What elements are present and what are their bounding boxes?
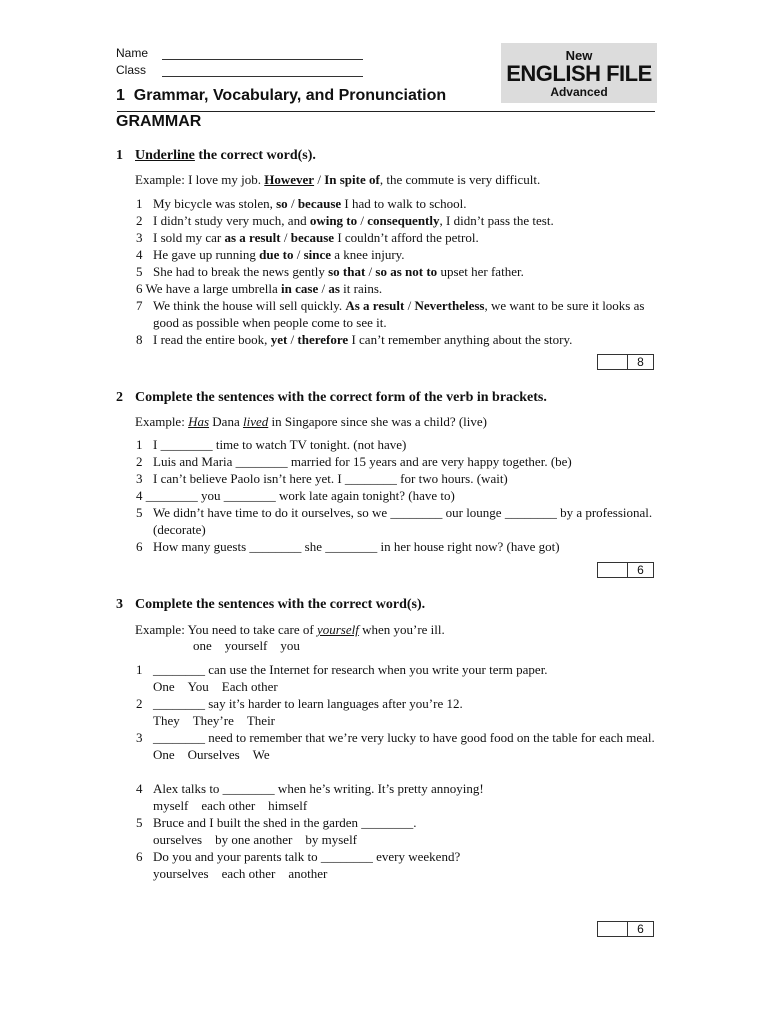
q1-item (136, 263, 656, 280)
class-label: Class (116, 63, 147, 77)
item-text (153, 331, 656, 348)
q1-item (136, 331, 656, 348)
word-option: one (193, 638, 212, 653)
word-options (153, 831, 656, 848)
answer-option[interactable]: As a result (345, 298, 405, 313)
q1-score: 8 (637, 355, 644, 369)
q1-item (136, 195, 656, 212)
word-options (153, 712, 656, 729)
q3-number: 3 (116, 597, 123, 612)
item-number: 2 (136, 454, 143, 469)
word-option[interactable]: another (288, 866, 328, 881)
answer-option[interactable]: as a result (224, 230, 281, 245)
item-text-part: , we want to be sure it looks as good as possible when people come to see it. (153, 298, 645, 330)
example-answer-2: lived (242, 414, 269, 429)
item-text-part: / (318, 281, 329, 296)
q1-score-box[interactable] (597, 354, 654, 370)
item-number: 5 (136, 815, 143, 830)
answer-option[interactable]: therefore (297, 332, 349, 347)
item-number: 1 (136, 662, 143, 677)
item-text: Do you and your parents talk to ________ every weekend? (153, 849, 461, 864)
item-text-part: I didn’t study very much, and (153, 213, 310, 228)
q2-item (136, 453, 656, 470)
item-text: ________ can use the Internet for research when you write your term paper. (153, 662, 548, 677)
q2-item (136, 436, 656, 453)
item-number: 4 (136, 781, 143, 796)
answer-option[interactable]: because (297, 196, 342, 211)
word-options (153, 797, 656, 814)
example-answer: However (264, 172, 315, 187)
word-option[interactable]: by myself (305, 832, 358, 847)
q1-item (136, 280, 656, 297)
item-text-part: it rains. (339, 281, 383, 296)
q2-title: Complete the sentences with the correct form of the verb in brackets. (135, 390, 547, 405)
q1-example (135, 171, 540, 188)
word-option[interactable]: Their (246, 713, 276, 728)
item-text (136, 280, 656, 297)
answer-option[interactable]: in case (281, 281, 319, 296)
q3-item (136, 695, 656, 729)
example-text-end: , the commute is very difficult. (379, 172, 541, 187)
item-text-part: / (287, 196, 298, 211)
word-option[interactable]: They’re (192, 713, 234, 728)
word-option[interactable]: myself (153, 798, 189, 813)
item-number: 1 (136, 437, 143, 452)
example-label: Example: (135, 172, 189, 187)
answer-option[interactable]: Nevertheless (414, 298, 485, 313)
name-label: Name (116, 46, 149, 60)
item-text-part: I can’t remember anything about the story. (348, 332, 573, 347)
item-text: ________ say it’s harder to learn languages after you’re 12. (153, 696, 463, 711)
q3-item (136, 848, 656, 882)
word-option[interactable]: We (252, 747, 270, 762)
word-option[interactable]: One (153, 747, 175, 762)
item-number: 7 (136, 298, 143, 313)
item-text: Bruce and I built the shed in the garden ________. (153, 815, 417, 830)
example-text-end: in Singapore since she was a child? (live) (268, 414, 487, 429)
word-options (153, 746, 656, 763)
item-number: 5 (136, 264, 143, 279)
logo-line-title: ENGLISH FILE (506, 61, 652, 86)
item-number: 2 (136, 213, 143, 228)
item-text-part: I couldn’t afford the petrol. (334, 230, 479, 245)
item-text (153, 195, 656, 212)
q3-item (136, 729, 656, 763)
item-text-part: She had to break the news gently (153, 264, 329, 279)
example-text: Dana (209, 414, 243, 429)
q2-heading (116, 390, 547, 406)
word-option[interactable]: You (187, 679, 209, 694)
word-option: yourself (224, 638, 268, 653)
item-text (153, 229, 656, 246)
item-text-part: / (287, 332, 298, 347)
item-text-part: / (293, 247, 304, 262)
item-text-part: / (365, 264, 376, 279)
example-separator: / (314, 172, 325, 187)
q2-number: 2 (116, 390, 123, 405)
word-options (153, 678, 656, 695)
item-number: 6 (136, 539, 143, 554)
item-text (153, 212, 656, 229)
word-option[interactable]: They (153, 713, 180, 728)
item-number: 2 (136, 696, 143, 711)
logo-line-new: New (565, 48, 593, 63)
answer-option[interactable]: due to (259, 247, 294, 262)
example-option: In spite of (324, 172, 380, 187)
item-text: How many guests ________ she ________ in her house right now? (have got) (153, 539, 560, 554)
q3-item (136, 814, 656, 848)
q3-example-options (193, 638, 313, 654)
q1-title-rest: the correct word(s). (194, 148, 316, 163)
q2-item (136, 487, 656, 504)
word-option[interactable]: each other (201, 798, 256, 813)
item-text: 4 ________ you ________ work late again tonight? (have to) (136, 488, 455, 503)
word-option[interactable]: each other (221, 866, 276, 881)
answer-option[interactable]: as (328, 281, 340, 296)
item-text-part: My bicycle was stolen, (153, 196, 277, 211)
q3-item (136, 661, 656, 695)
answer-option[interactable]: yet (270, 332, 288, 347)
item-number: 3 (136, 230, 143, 245)
word-option[interactable]: ourselves (153, 832, 203, 847)
q1-item (136, 212, 656, 229)
q1-title-underlined: Underline (135, 148, 195, 163)
example-answer: yourself (316, 622, 359, 637)
q3-heading (116, 597, 425, 613)
item-text-part: 6 We have a large umbrella (136, 281, 282, 296)
item-text: ________ need to remember that we’re very lucky to have good food on the table for each meal. (153, 730, 655, 745)
answer-option[interactable]: consequently (367, 213, 440, 228)
item-number: 1 (136, 196, 143, 211)
q1-item (136, 297, 656, 331)
q3-example (135, 621, 445, 638)
q2-item (136, 504, 656, 538)
word-option[interactable]: by one another (215, 832, 293, 847)
item-text: We didn’t have time to do it ourselves, so we ________ our lounge ________ by a professional. (decorate) (153, 505, 653, 537)
word-option[interactable]: himself (268, 798, 308, 813)
logo-line-level: Advanced (550, 85, 608, 99)
word-option[interactable]: One (153, 679, 175, 694)
item-number: 5 (136, 505, 143, 520)
q3-title: Complete the sentences with the correct word(s). (135, 597, 426, 612)
item-number: 3 (136, 471, 143, 486)
item-text-part: upset her father. (437, 264, 524, 279)
q3-item (136, 780, 656, 814)
item-text (153, 297, 656, 331)
answer-option[interactable]: owing to (309, 213, 358, 228)
example-text-end: when you’re ill. (358, 622, 445, 637)
title-rule (117, 111, 655, 112)
word-option[interactable]: Ourselves (187, 747, 240, 762)
example-label: Example: (135, 622, 188, 637)
q3-score: 6 (637, 922, 644, 936)
item-text-part: / (280, 230, 291, 245)
example-label: Example: (135, 414, 189, 429)
item-text: Luis and Maria ________ married for 15 years and are very happy together. (be) (153, 454, 572, 469)
item-number: 3 (136, 730, 143, 745)
q2-score-box[interactable] (597, 562, 654, 578)
item-text-part: I sold my car (153, 230, 225, 245)
item-text: I ________ time to watch TV tonight. (not have) (153, 437, 407, 452)
class-input-line[interactable] (162, 76, 363, 77)
item-text-part: He gave up running (153, 247, 260, 262)
item-number: 4 (136, 247, 143, 262)
english-file-logo (501, 43, 657, 103)
item-text: I can’t believe Paolo isn’t here yet. I ________ for two hours. (wait) (153, 471, 508, 486)
example-answer-1: Has (188, 414, 210, 429)
item-text-part: We think the house will sell quickly. (153, 298, 346, 313)
word-option[interactable]: yourselves (153, 866, 209, 881)
word-option[interactable]: Each other (221, 679, 278, 694)
q1-item (136, 229, 656, 246)
q2-item (136, 538, 656, 555)
item-text (153, 246, 656, 263)
page-title: 1 Grammar, Vocabulary, and Pronunciation (116, 87, 447, 104)
example-text: You need to take care of (187, 622, 317, 637)
section-heading: GRAMMAR (116, 113, 202, 130)
example-text: I love my job. (188, 172, 265, 187)
q2-score: 6 (637, 563, 644, 577)
item-number: 6 (136, 849, 143, 864)
q2-example (135, 413, 487, 430)
item-text-part: / (404, 298, 415, 313)
answer-option[interactable]: since (303, 247, 332, 262)
answer-option[interactable]: so (276, 196, 288, 211)
item-text (153, 263, 656, 280)
item-text-part: I had to walk to school. (341, 196, 467, 211)
item-text-part: a knee injury. (331, 247, 405, 262)
q2-item (136, 470, 656, 487)
q1-item (136, 246, 656, 263)
answer-option[interactable]: so that (328, 264, 366, 279)
item-text-part: / (357, 213, 368, 228)
q1-heading (116, 148, 316, 164)
item-text: Alex talks to ________ when he’s writing. It’s pretty annoying! (153, 781, 484, 796)
answer-option[interactable]: because (290, 230, 335, 245)
item-text-part: I read the entire book, (153, 332, 271, 347)
word-option: you (280, 638, 300, 653)
q1-number: 1 (116, 148, 123, 163)
answer-option[interactable]: so as not to (375, 264, 438, 279)
q3-score-box[interactable] (597, 921, 654, 937)
word-options (153, 865, 656, 882)
item-text-part: , I didn’t pass the test. (439, 213, 554, 228)
item-number: 8 (136, 332, 143, 347)
name-input-line[interactable] (162, 59, 363, 60)
